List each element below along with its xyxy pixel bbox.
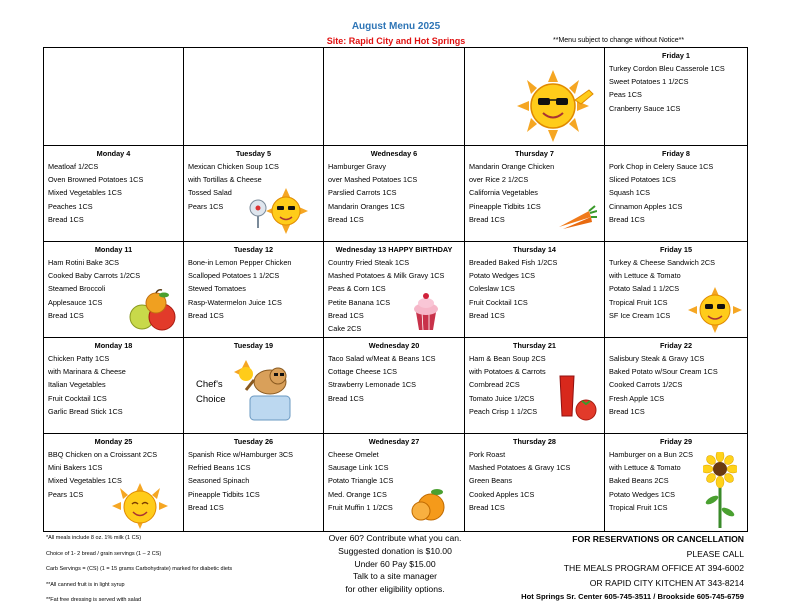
- day-cell-week2-friday: [605, 146, 747, 242]
- menu-item: Med. Orange 1CS: [328, 489, 387, 499]
- day-cell-week1-friday: [605, 48, 747, 146]
- menu-item: Mini Bakers 1CS: [48, 463, 103, 473]
- change-notice: **Menu subject to change without Notice**: [553, 37, 685, 44]
- sunflower-icon: [703, 452, 737, 528]
- menu-item: Tomato Juice 1/2CS: [469, 393, 535, 403]
- footnote-carb-servings: Carb Servings = (CS) (1 = 15 grams Carbohydrate) marked for diabetic diets: [46, 566, 233, 572]
- day-heading: Thursday 21: [513, 341, 556, 350]
- menu-item: Sausage Link 1CS: [328, 463, 389, 473]
- day-heading: Friday 1: [662, 51, 690, 60]
- menu-item: with Marinara & Cheese: [48, 367, 126, 377]
- day-heading: [188, 50, 323, 62]
- menu-item: Cranberry Sauce 1CS: [609, 103, 681, 113]
- menu-item: Sliced Potatoes 1CS: [609, 175, 676, 185]
- apples-icon: [128, 289, 178, 333]
- menu-item: Turkey Cordon Bleu Casserole 1CS: [609, 64, 725, 73]
- menu-item: Bread 1CS: [328, 393, 364, 403]
- menu-item: Cornbread 2CS: [469, 380, 520, 390]
- menu-item: Breaded Baked Fish 1/2CS: [469, 258, 558, 267]
- menu-item: BBQ Chicken on a Croissant 2CS: [48, 450, 158, 459]
- day-cell-week1-monday: [44, 48, 184, 146]
- day-cell-week4-wednesday: [324, 338, 465, 434]
- menu-item: Cooked Carrots 1/2CS: [609, 380, 683, 390]
- day-cell-week3-thursday: [465, 242, 605, 338]
- day-heading: Friday 29: [659, 437, 693, 446]
- menu-item: Bread 1CS: [188, 502, 224, 512]
- day-heading: Thursday 14: [513, 245, 556, 254]
- menu-item: Scalloped Potatoes 1 1/2CS: [188, 271, 280, 281]
- menu-item: Potato Triangle 1CS: [328, 476, 394, 486]
- rapid-city-kitchen-phone: OR RAPID CITY KITCHEN AT 343-8214: [589, 577, 744, 588]
- menu-item: Green Beans: [469, 476, 512, 486]
- menu-item: Peach Crisp 1 1/2CS: [469, 406, 538, 416]
- menu-item: Bread 1CS: [48, 214, 84, 224]
- menu-title: August Menu 2025: [351, 21, 441, 32]
- menu-item: Meatloaf 1/2CS: [48, 162, 99, 171]
- menu-item: Bone-in Lemon Pepper Chicken: [188, 258, 292, 267]
- day-heading: Tuesday 12: [233, 245, 274, 254]
- menu-item: Bread 1CS: [328, 214, 364, 224]
- menu-item: Ham & Bean Soup 2CS: [469, 354, 546, 363]
- menu-item: Italian Vegetables: [48, 380, 106, 390]
- menu-item: Cottage Cheese 1CS: [328, 367, 397, 377]
- menu-item: Peas & Corn 1CS: [328, 284, 386, 294]
- menu-item: Coleslaw 1CS: [469, 284, 515, 294]
- tomato-juice-icon: [556, 372, 598, 422]
- menu-item: Fruit Cocktail 1CS: [48, 393, 107, 403]
- day-heading: Wednesday 20: [368, 341, 420, 350]
- day-cell-week1-tuesday: [184, 48, 324, 146]
- menu-item: Fruit Cocktail 1CS: [469, 297, 528, 307]
- footnote-bread: Choice of 1- 2 bread / grain servings (1 – 2 CS): [46, 550, 162, 557]
- menu-item: Rasp-Watermelon Juice 1CS: [188, 297, 282, 307]
- day-heading: Tuesday 5: [235, 149, 272, 158]
- day-heading: Tuesday 26: [233, 437, 274, 446]
- menu-item: Spanish Rice w/Hamburger 3CS: [188, 450, 294, 459]
- menu-item: with Potatoes & Carrots: [469, 367, 546, 377]
- menu-item: with Tortillas & Cheese: [188, 175, 262, 185]
- day-heading: Monday 25: [94, 437, 133, 446]
- menu-item: Tropical Fruit 1CS: [609, 297, 668, 307]
- menu-item: Oven Browned Potatoes 1CS: [48, 175, 144, 185]
- menu-item: Fruit Muffin 1 1/2CS: [328, 502, 393, 512]
- menu-item: Chicken Patty 1CS: [48, 354, 110, 363]
- donation-info: Over 60? Contribute what you can. Suggested donation is $10.00 Under 60 Pay $15.00 Talk to a site manager for other eligibility options.: [328, 533, 462, 595]
- menu-item: Potato Wedges 1CS: [469, 271, 535, 281]
- footnote-milk: *All meals include 8 oz. 1% milk (1 CS): [46, 535, 142, 541]
- day-heading: Friday 22: [659, 341, 693, 350]
- menu-item: Ham Rotini Bake 3CS: [48, 258, 119, 267]
- day-cell-week5-thursday: [465, 434, 605, 531]
- site-subtitle: Site: Rapid City and Hot Springs: [326, 36, 466, 46]
- menu-item: Garlic Bread Stick 1CS: [48, 406, 123, 416]
- day-cell-week5-tuesday: [184, 434, 324, 531]
- menu-item: Pineapple Tidbits 1CS: [188, 489, 260, 499]
- menu-item: Mandarin Orange Chicken: [469, 162, 555, 171]
- day-heading: Tuesday 19: [233, 341, 274, 350]
- day-heading: [48, 50, 183, 62]
- day-heading: Wednesday 27: [368, 437, 420, 446]
- menu-item: with Lettuce & Tomato: [609, 271, 681, 281]
- menu-item: Cooked Apples 1CS: [469, 489, 535, 499]
- menu-item: Stewed Tomatoes: [188, 284, 246, 294]
- menu-item: Squash 1CS: [609, 188, 650, 198]
- day-heading: Wednesday 13 HAPPY BIRTHDAY: [335, 245, 453, 254]
- sun-with-fan-icon: [248, 188, 310, 234]
- menu-item: Tossed Salad: [188, 188, 232, 198]
- menu-item: Sweet Potatoes 1 1/2CS: [609, 77, 689, 87]
- menu-item: Bread 1CS: [328, 310, 364, 320]
- day-cell-week2-wednesday: [324, 146, 465, 242]
- footnote-dressing: **Fat free dressing is served with salad: [46, 597, 142, 603]
- menu-item: Pears 1CS: [188, 201, 224, 211]
- menu-item: Turkey & Cheese Sandwich 2CS: [609, 258, 715, 267]
- menu-item: SF Ice Cream 1CS: [609, 310, 671, 320]
- reservation-contact: FOR RESERVATIONS OR CANCELLATION PLEASE CALL THE MEALS PROGRAM OFFICE AT 394-6002 OR RAPID CITY KITCHEN AT 343-8214 Hot Springs Sr. Center 605-745-3511 / Brookside 605-745-6759: [521, 532, 744, 605]
- day-heading: [328, 50, 464, 62]
- day-heading: Thursday 28: [513, 437, 556, 446]
- menu-item: Mashed Potatoes & Gravy 1CS: [469, 463, 571, 473]
- day-cell-week3-wednesday: [324, 242, 465, 338]
- menu-item: Tropical Fruit 1CS: [609, 502, 668, 512]
- menu-item: Peaches 1CS: [48, 201, 93, 211]
- day-cell-week4-monday: [44, 338, 184, 434]
- day-heading: Friday 15: [659, 245, 693, 254]
- menu-item: Country Fried Steak 1CS: [328, 258, 410, 267]
- menu-item: Bread 1CS: [469, 214, 505, 224]
- menu-item: Pineapple Tidbits 1CS: [469, 201, 541, 211]
- menu-item: Mandarin Oranges 1CS: [328, 201, 405, 211]
- menu-item: Seasoned Spinach: [188, 476, 250, 486]
- menu-item: Bread 1CS: [609, 214, 645, 224]
- menu-item: with Lettuce & Tomato: [609, 463, 681, 473]
- meals-office-phone: THE MEALS PROGRAM OFFICE AT 394-6002: [563, 563, 744, 574]
- menu-item: Bread 1CS: [609, 406, 645, 416]
- day-heading: Thursday 7: [515, 149, 554, 158]
- day-heading: Friday 8: [662, 149, 690, 158]
- sunglasses-sun-icon-2: [686, 287, 744, 333]
- menu-item: Baked Beans 2CS: [609, 476, 669, 486]
- menu-item: Hamburger on a Bun 2CS: [609, 450, 693, 459]
- menu-item: Mexican Chicken Soup 1CS: [188, 162, 279, 171]
- menu-item: Parslied Carrots 1CS: [328, 188, 397, 198]
- day-heading: Monday 4: [96, 149, 131, 158]
- menu-item: Potato Salad 1 1/2CS: [609, 284, 680, 294]
- day-cell-week1-wednesday: [324, 48, 465, 146]
- menu-item: Applesauce 1CS: [48, 297, 103, 307]
- cat-in-ice-bucket-icon: [232, 358, 302, 422]
- menu-item: Hamburger Gravy: [328, 162, 386, 171]
- menu-item: Bread 1CS: [469, 310, 505, 320]
- cupcake-icon: [410, 290, 442, 332]
- menu-item: over Rice 2 1/2CS: [469, 175, 529, 185]
- menu-item: Mixed Vegetables 1CS: [48, 476, 122, 486]
- carrots-icon: [555, 205, 597, 231]
- menu-item: Peas 1CS: [609, 90, 642, 100]
- menu-item: Pork Chop in Celery Sauce 1CS: [609, 162, 714, 171]
- menu-item: Fresh Apple 1CS: [609, 393, 665, 403]
- chefs-choice-label: Chef's Choice: [196, 379, 226, 405]
- sunglasses-sun-icon: [513, 70, 599, 142]
- menu-item: Steamed Broccoli: [48, 284, 106, 294]
- menu-item: Strawberry Lemonade 1CS: [328, 380, 417, 390]
- day-cell-week3-tuesday: [184, 242, 324, 338]
- site-phones: Hot Springs Sr. Center 605-745-3511 / Brookside 605-745-6759: [521, 592, 744, 602]
- menu-item: Mashed Potatoes & Milk Gravy 1CS: [328, 271, 445, 281]
- menu-item: Potato Wedges 1CS: [609, 489, 675, 499]
- menu-item: Pork Roast: [469, 450, 506, 459]
- day-cell-week4-friday: [605, 338, 747, 434]
- day-heading: [469, 50, 604, 62]
- menu-item: Petite Banana 1CS: [328, 297, 391, 307]
- menu-item: Bread 1CS: [48, 310, 84, 320]
- menu-item: Cooked Baby Carrots 1/2CS: [48, 271, 141, 281]
- day-cell-week2-monday: [44, 146, 184, 242]
- oranges-icon: [411, 487, 449, 521]
- footnote-canned-fruit: **All canned fruit is in light syrup: [46, 581, 125, 588]
- menu-item: Pears 1CS: [48, 489, 84, 499]
- menu-item: Salisbury Steak & Gravy 1CS: [609, 354, 705, 363]
- menu-item: over Mashed Potatoes 1CS: [328, 175, 418, 185]
- menu-item: Mixed Vegetables 1CS: [48, 188, 122, 198]
- reservation-heading: FOR RESERVATIONS OR CANCELLATION: [572, 534, 744, 544]
- menu-item: Taco Salad w/Meat & Beans 1CS: [328, 354, 436, 363]
- menu-item: Refried Beans 1CS: [188, 463, 251, 473]
- day-heading: Wednesday 6: [370, 149, 418, 158]
- smiling-sun-icon: [108, 483, 172, 529]
- menu-item: Cake 2CS: [328, 324, 362, 334]
- menu-item: Cinnamon Apples 1CS: [609, 201, 683, 211]
- menu-item: Bread 1CS: [469, 502, 505, 512]
- day-heading: Monday 18: [94, 341, 133, 350]
- footnotes: [46, 533, 232, 611]
- menu-item: Bread 1CS: [188, 310, 224, 320]
- menu-item: Cheese Omelet: [328, 450, 379, 459]
- day-heading: Monday 11: [94, 245, 133, 254]
- menu-item: Baked Potato w/Sour Cream 1CS: [609, 367, 718, 377]
- menu-item: California Vegetables: [469, 188, 538, 198]
